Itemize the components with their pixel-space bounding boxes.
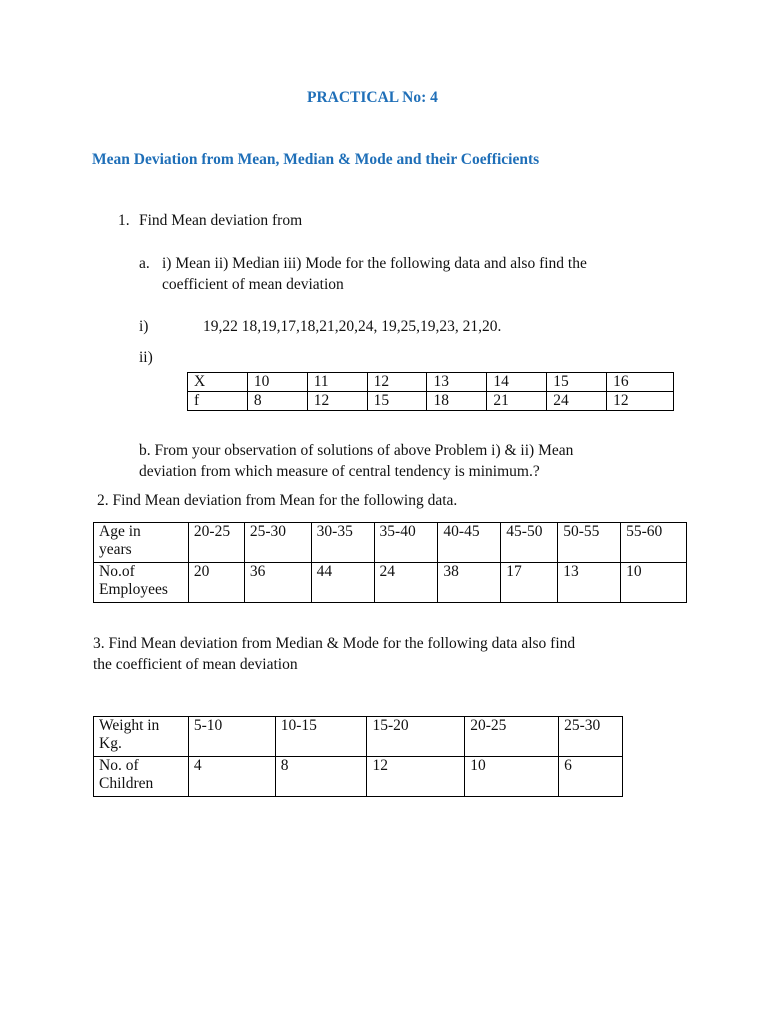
- weight-children-table: [93, 716, 623, 797]
- q3-line1: 3. Find Mean deviation from Median & Mode for the following data also find: [93, 635, 576, 652]
- table-cell: 21: [487, 392, 547, 411]
- table-cell: 8: [275, 757, 367, 797]
- table-header-label: Weight in Kg.: [94, 717, 189, 757]
- page-title: PRACTICAL No: 4: [307, 89, 438, 106]
- table-cell: 40-45: [438, 523, 501, 563]
- table-cell: 13: [427, 373, 487, 392]
- table-cell: 15-20: [367, 717, 465, 757]
- table-cell: X: [188, 373, 248, 392]
- table-cell: 25-30: [244, 523, 311, 563]
- q1a-label: a.: [139, 255, 150, 272]
- table-cell: 10: [465, 757, 559, 797]
- table-cell: 12: [367, 757, 465, 797]
- table-cell: 10: [621, 563, 687, 603]
- table-row-label: No. of Children: [94, 757, 189, 797]
- table-header-label: Age in years: [94, 523, 189, 563]
- table-row-label: No.of Employees: [94, 563, 189, 603]
- table-cell: 44: [311, 563, 374, 603]
- table-cell: 12: [307, 392, 367, 411]
- q1a-line1: i) Mean ii) Median iii) Mode for the following data and also find the: [162, 255, 587, 272]
- table-row: [94, 523, 687, 563]
- table-cell: 25-30: [559, 717, 623, 757]
- table-cell: 24: [374, 563, 438, 603]
- table-cell: 24: [547, 392, 607, 411]
- table-cell: 36: [244, 563, 311, 603]
- table-cell: 45-50: [501, 523, 558, 563]
- table-row: [188, 373, 674, 392]
- table-row: [94, 563, 687, 603]
- table-cell: 15: [367, 392, 427, 411]
- table-cell: f: [188, 392, 248, 411]
- table-cell: 20-25: [465, 717, 559, 757]
- table-cell: 4: [188, 757, 275, 797]
- table-cell: 55-60: [621, 523, 687, 563]
- table-cell: 14: [487, 373, 547, 392]
- table-cell: 10-15: [275, 717, 367, 757]
- page-subtitle: Mean Deviation from Mean, Median & Mode and their Coefficients: [92, 151, 540, 168]
- table-cell: 18: [427, 392, 487, 411]
- table-cell: 20: [188, 563, 244, 603]
- table-row: [94, 757, 623, 797]
- q2-text: 2. Find Mean deviation from Mean for the following data.: [97, 492, 458, 509]
- frequency-table-xf: [187, 372, 674, 411]
- table-cell: 35-40: [374, 523, 438, 563]
- table-cell: 50-55: [558, 523, 621, 563]
- table-row: [94, 717, 623, 757]
- table-cell: 11: [307, 373, 367, 392]
- table-cell: 20-25: [188, 523, 244, 563]
- q1-i-label: i): [139, 318, 149, 335]
- table-cell: 5-10: [188, 717, 275, 757]
- table-cell: 12: [607, 392, 674, 411]
- q1-number: 1.: [118, 212, 130, 229]
- q1a-line2: coefficient of mean deviation: [162, 276, 344, 293]
- table-cell: 16: [607, 373, 674, 392]
- table-cell: 10: [247, 373, 307, 392]
- table-cell: 6: [559, 757, 623, 797]
- table-cell: 13: [558, 563, 621, 603]
- q3-line2: the coefficient of mean deviation: [93, 656, 298, 673]
- table-cell: 38: [438, 563, 501, 603]
- table-cell: 12: [367, 373, 427, 392]
- age-employees-table: [93, 522, 687, 603]
- table-row: [188, 392, 674, 411]
- q1b-line2: deviation from which measure of central tendency is minimum.?: [139, 463, 540, 480]
- q1-i-data: 19,22 18,19,17,18,21,20,24, 19,25,19,23, 21,20.: [203, 318, 502, 335]
- table-cell: 30-35: [311, 523, 374, 563]
- table-cell: 17: [501, 563, 558, 603]
- table-cell: 8: [247, 392, 307, 411]
- table-cell: 15: [547, 373, 607, 392]
- q1-ii-label: ii): [139, 349, 153, 366]
- q1b-line1: b. From your observation of solutions of above Problem i) & ii) Mean: [139, 442, 574, 459]
- q1-text: Find Mean deviation from: [139, 212, 303, 229]
